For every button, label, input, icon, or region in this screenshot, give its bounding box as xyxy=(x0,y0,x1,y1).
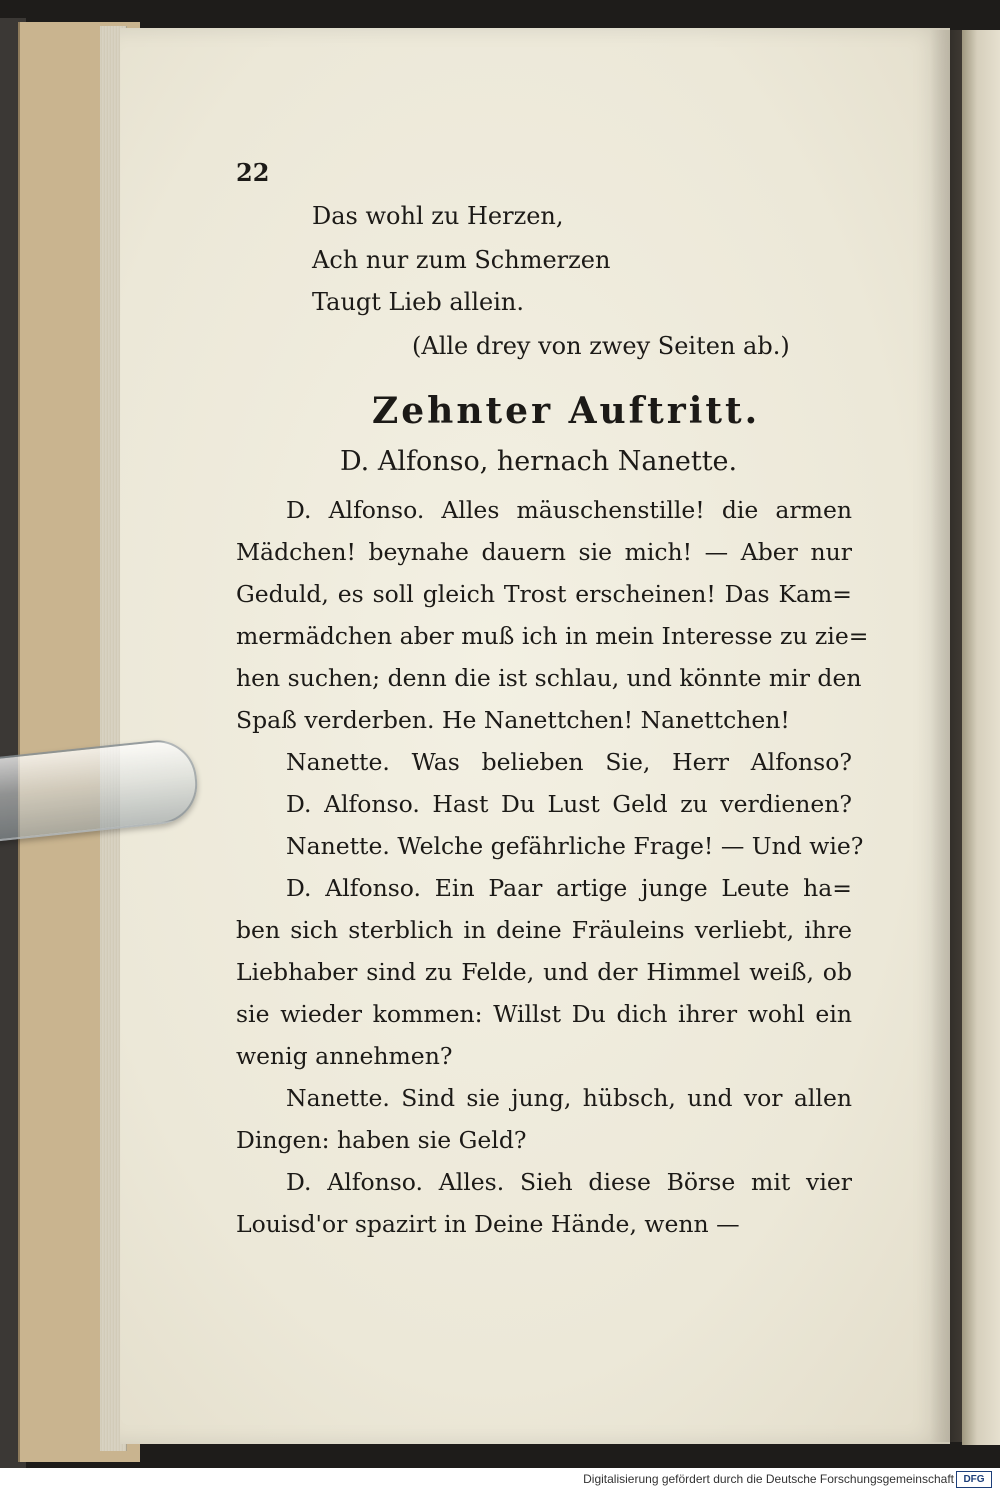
verse-line: Taugt Lieb allein. xyxy=(312,288,524,316)
footer-credit: Digitalisierung gefördert durch die Deutsche Forschungsgemeinschaft xyxy=(583,1472,954,1486)
prose-line: D. Alfonso. Ein Paar artige junge Leute ha= xyxy=(286,874,852,902)
prose-line: Geduld, es soll gleich Trost erscheinen! Das Kam= xyxy=(236,580,852,608)
prose-line: D. Alfonso. Alles. Sieh diese Börse mit vier xyxy=(286,1168,852,1196)
prose-line: Liebhaber sind zu Felde, und der Himmel weiß, ob xyxy=(236,958,852,986)
prose-line: Nanette. Was belieben Sie, Herr Alfonso? xyxy=(286,748,852,776)
prose-line: hen suchen; denn die ist schlau, und könnte mir den xyxy=(236,664,862,692)
prose-line: Nanette. Welche gefährliche Frage! — Und wie? xyxy=(286,832,864,860)
prose-line: D. Alfonso. Alles mäuschenstille! die armen xyxy=(286,496,852,524)
prose-line: Nanette. Sind sie jung, hübsch, und vor allen xyxy=(286,1084,852,1112)
prose-line: ben sich sterblich in deine Fräuleins verliebt, ihre xyxy=(236,916,852,944)
facing-page-edge xyxy=(962,30,1000,1445)
prose-line: Louisd'or spazirt in Deine Hände, wenn — xyxy=(236,1210,740,1238)
prose-line: D. Alfonso. Hast Du Lust Geld zu verdienen? xyxy=(286,790,852,818)
dfg-logo: DFG xyxy=(956,1471,992,1488)
verse-line: Das wohl zu Herzen, xyxy=(312,202,564,230)
prose-line: Mädchen! beynahe dauern sie mich! — Aber nur xyxy=(236,538,852,566)
scene-persons: D. Alfonso, hernach Nanette. xyxy=(340,446,738,477)
scene-title: Zehnter Auftritt. xyxy=(372,390,761,432)
verse-line: Ach nur zum Schmerzen xyxy=(312,246,611,274)
prose-line: mermädchen aber muß ich in mein Interesse zu zie= xyxy=(236,622,869,650)
prose-line: wenig annehmen? xyxy=(236,1042,453,1070)
footer-bar xyxy=(0,1468,1000,1490)
prose-line: sie wieder kommen: Willst Du dich ihrer wohl ein xyxy=(236,1000,852,1028)
prose-line: Spaß verderben. He Nanettchen! Nanettchen! xyxy=(236,706,790,734)
prose-line: Dingen: haben sie Geld? xyxy=(236,1126,527,1154)
stage-direction: (Alle drey von zwey Seiten ab.) xyxy=(412,332,790,360)
page-number: 22 xyxy=(236,158,270,187)
